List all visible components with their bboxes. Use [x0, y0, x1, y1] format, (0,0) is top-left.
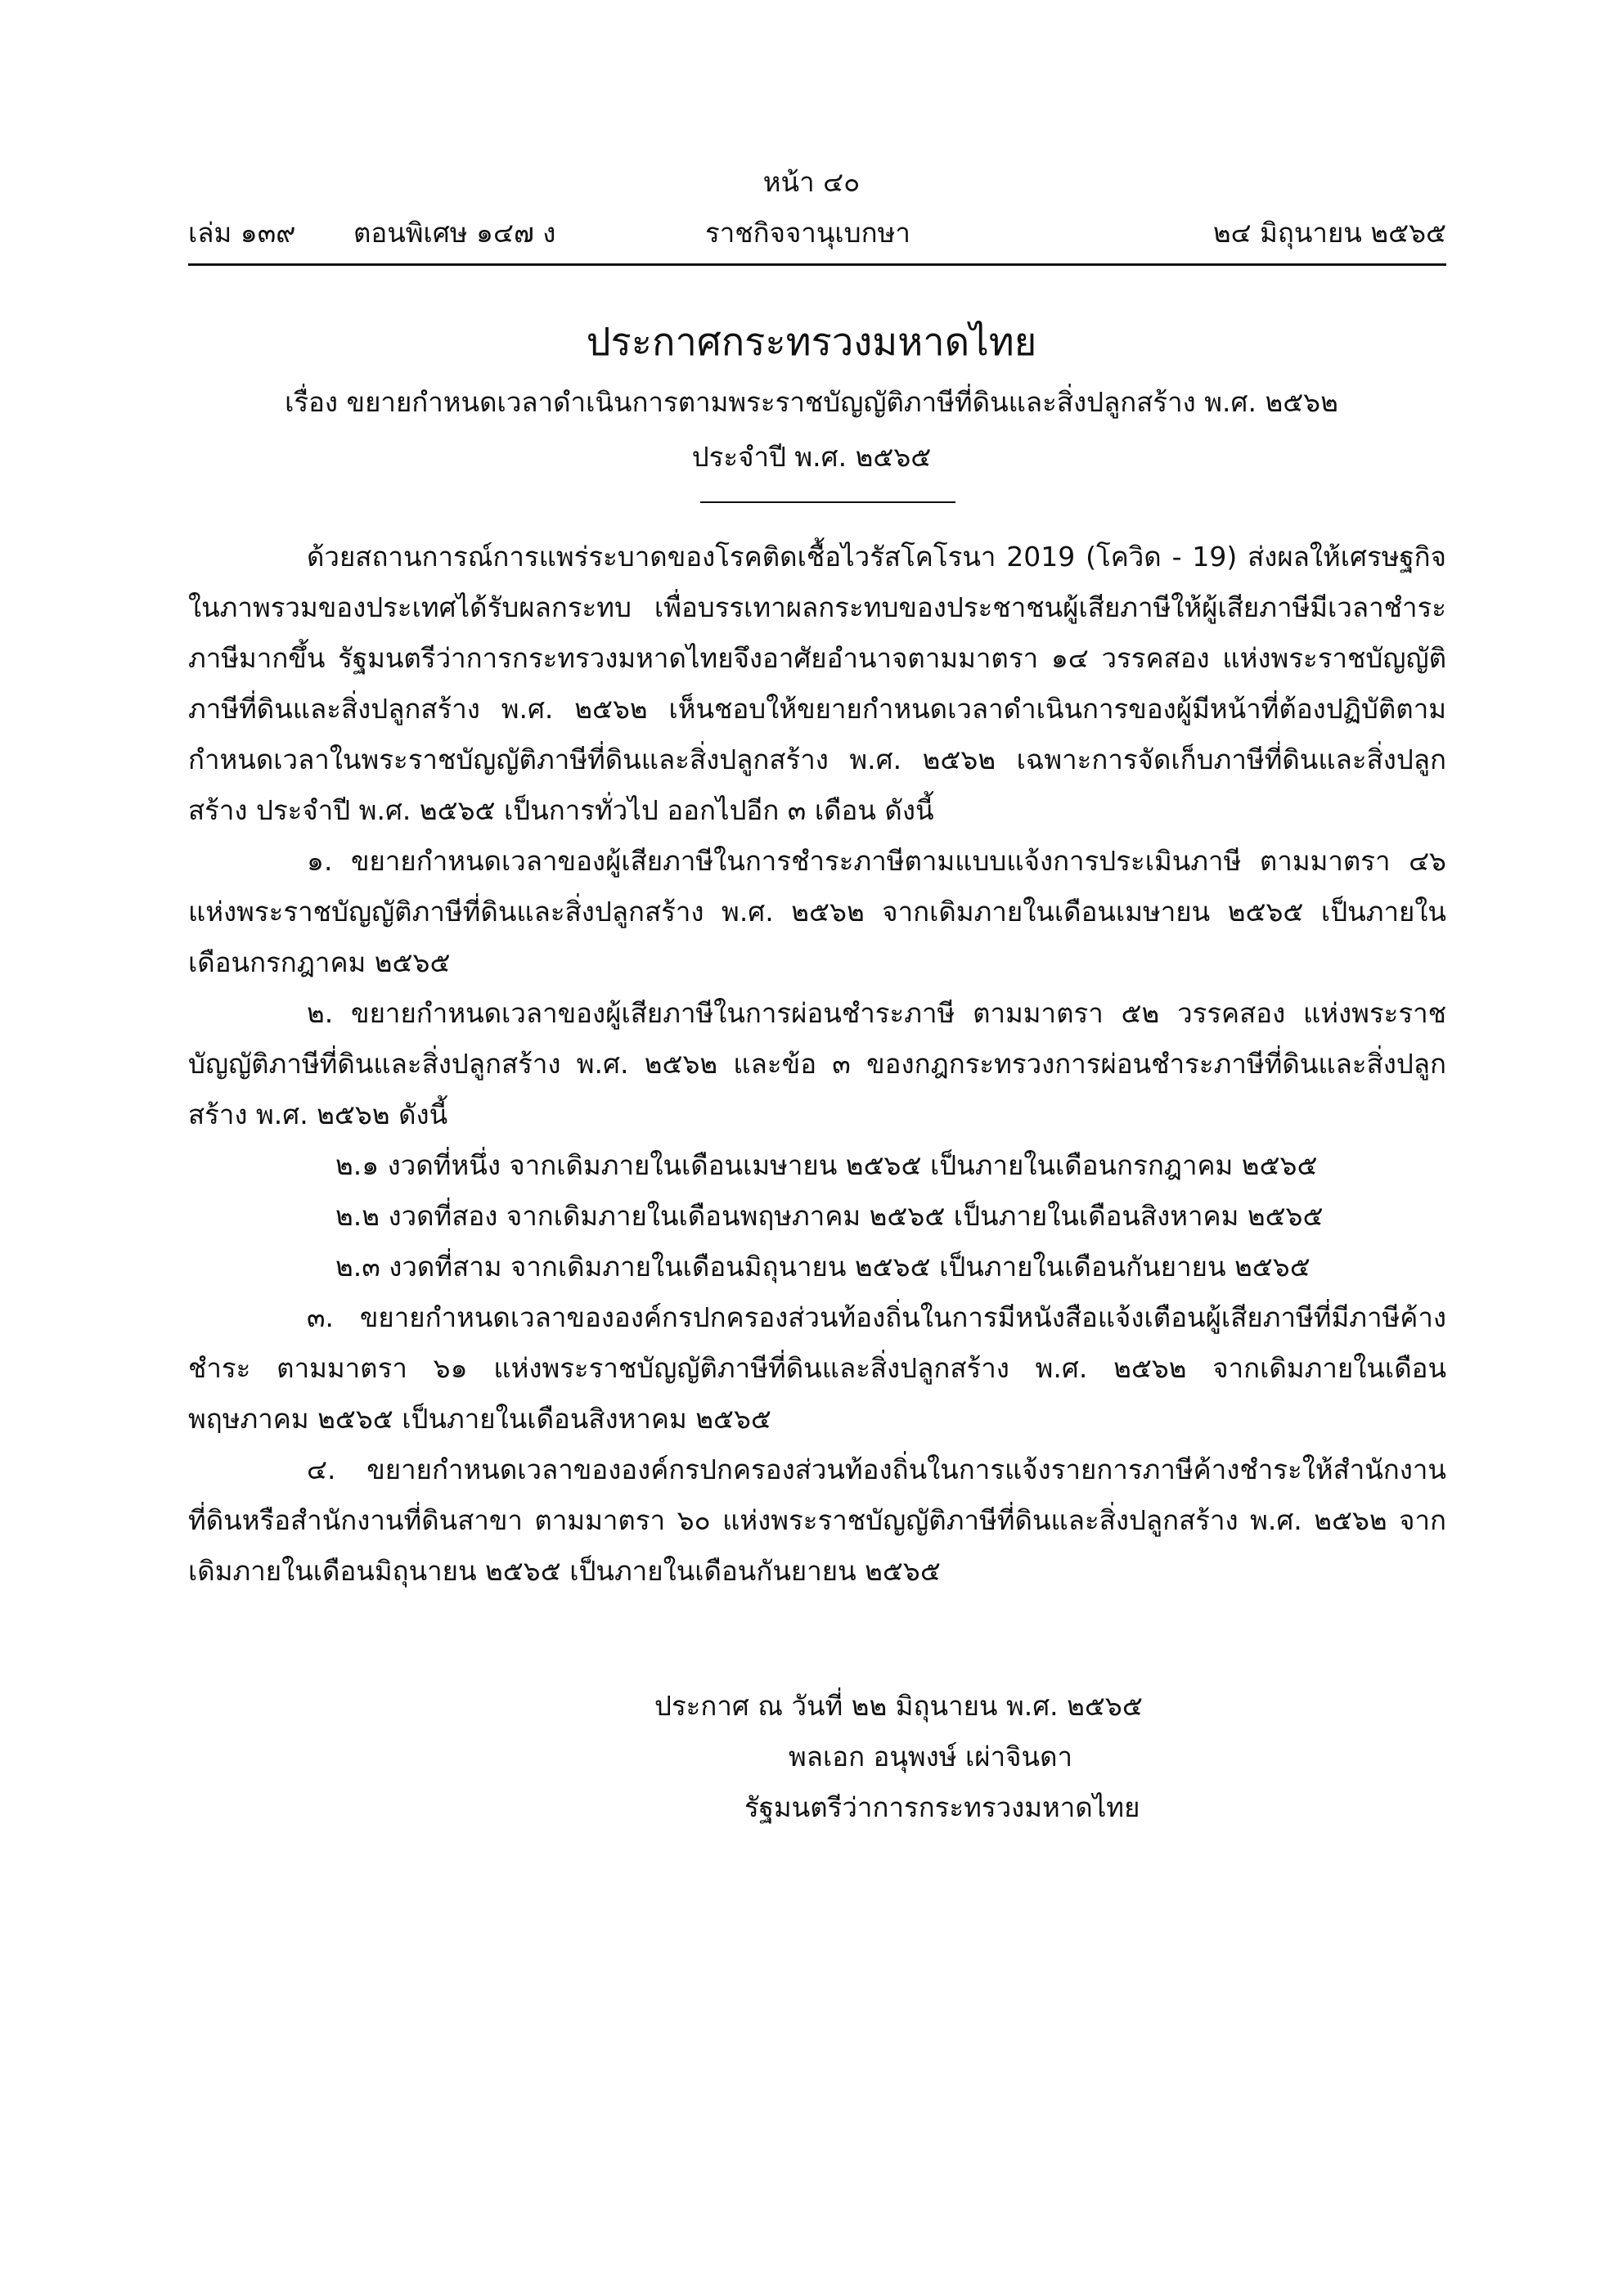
- intro-paragraph: ด้วยสถานการณ์การแพร่ระบาดของโรคติดเชื้อไวรัสโคโรนา 2019 (โควิด - 19) ส่งผลให้เศรษฐกิจในภาพรวมของประเทศได้รับผลกระทบ เพื่อบรรเทาผลกระทบของประชาชนผู้เสียภาษีให้ผู้เสียภาษีมีเวลาชำระภาษีมากขึ้น รัฐมนตรีว่าการกระทรวงมหาดไทยจึงอาศัยอำนาจตามมาตรา ๑๔ วรรคสอง แห่งพระราชบัญญัติภาษีที่ดินและสิ่งปลูกสร้าง พ.ศ. ๒๕๖๒ เห็นชอบให้ขยายกำหนดเวลาดำเนินการของผู้มีหน้าที่ต้องปฏิบัติตามกำหนดเวลาในพระราชบัญญัติภาษีที่ดินและสิ่งปลูกสร้าง พ.ศ. ๒๕๖๒ เฉพาะการจัดเก็บภาษีที่ดินและสิ่งปลูกสร้าง ประจำปี พ.ศ. ๒๕๖๕ เป็นการทั่วไป ออกไปอีก ๓ เดือน ดังนี้: [188, 541, 1446, 826]
- section-number: ตอนพิเศษ ๑๔๗ ง: [353, 217, 556, 249]
- clause-2-3: ๒.๓ งวดที่สาม จากเดิมภายในเดือนมิถุนายน ๒๕๖๕ เป็นภายในเดือนกันยายน ๒๕๖๕: [335, 1251, 1311, 1283]
- subject-line: เรื่อง ขยายกำหนดเวลาดำเนินการตามพระราชบัญญัติภาษีที่ดินและสิ่งปลูกสร้าง พ.ศ. ๒๕๖๒: [285, 386, 1338, 418]
- clause-2-2: ๒.๒ งวดที่สอง จากเดิมภายในเดือนพฤษภาคม ๒๕๖๕ เป็นภายในเดือนสิงหาคม ๒๕๖๕: [335, 1200, 1324, 1232]
- clause-1: ๑. ขยายกำหนดเวลาของผู้เสียภาษีในการชำระภาษีตามแบบแจ้งการประเมินภาษี ตามมาตรา ๔๖ แห่งพระราชบัญญัติภาษีที่ดินและสิ่งปลูกสร้าง พ.ศ. ๒๕๖๒ จากเดิมภายในเดือนเมษายน ๒๕๖๕ เป็นภายในเดือนกรกฎาคม ๒๕๖๕: [188, 845, 1446, 978]
- title-underline: [700, 501, 955, 503]
- running-header: [188, 211, 1446, 260]
- announcement-title: ประกาศกระทรวงมหาดไทย: [586, 320, 1037, 365]
- gazette-name: ราชกิจจานุเบกษา: [705, 217, 910, 249]
- clause-4: ๔. ขยายกำหนดเวลาขององค์กรปกครองส่วนท้องถิ่นในการแจ้งรายการภาษีค้างชำระให้สำนักงานที่ดินหรือสำนักงานที่ดินสาขา ตามมาตรา ๖๐ แห่งพระราชบัญญัติภาษีที่ดินและสิ่งปลูกสร้าง พ.ศ. ๒๕๖๒ จากเดิมภายในเดือนมิถุนายน ๒๕๖๕ เป็นภายในเดือนกันยายน ๒๕๖๕: [188, 1454, 1446, 1587]
- clause-2-1: ๒.๑ งวดที่หนึ่ง จากเดิมภายในเดือนเมษายน ๒๕๖๕ เป็นภายในเดือนกรกฎาคม ๒๕๖๕: [335, 1149, 1318, 1181]
- subject-year-line: ประจำปี พ.ศ. ๒๕๖๕: [691, 441, 932, 473]
- clause-3: ๓. ขยายกำหนดเวลาขององค์กรปกครองส่วนท้องถิ่นในการมีหนังสือแจ้งเตือนผู้เสียภาษีที่มีภาษีค้างชำระ ตามมาตรา ๖๑ แห่งพระราชบัญญัติภาษีที่ดินและสิ่งปลูกสร้าง พ.ศ. ๒๕๖๒ จากเดิมภายในเดือนพฤษภาคม ๒๕๖๕ เป็นภายในเดือนสิงหาคม ๒๕๖๕: [188, 1301, 1446, 1435]
- signatory-name: พลเอก อนุพงษ์ เผ่าจินดา: [789, 1741, 1073, 1773]
- page-number: หน้า ๔๐: [762, 166, 861, 198]
- announcement-date: ประกาศ ณ วันที่ ๒๒ มิถุนายน พ.ศ. ๒๕๖๕: [654, 1690, 1143, 1722]
- announcement-body: [188, 532, 1446, 1597]
- publication-date: ๒๔ มิถุนายน ๒๕๖๕: [1212, 217, 1446, 249]
- header-divider: [188, 263, 1446, 266]
- signatory-position: รัฐมนตรีว่าการกระทรวงมหาดไทย: [744, 1791, 1140, 1823]
- volume-number: เล่ม ๑๓๙: [188, 217, 296, 249]
- clause-2: ๒. ขยายกำหนดเวลาของผู้เสียภาษีในการผ่อนชำระภาษี ตามมาตรา ๕๒ วรรคสอง แห่งพระราชบัญญัติภาษีที่ดินและสิ่งปลูกสร้าง พ.ศ. ๒๕๖๒ และข้อ ๓ ของกฎกระทรวงการผ่อนชำระภาษีที่ดินและสิ่งปลูกสร้าง พ.ศ. ๒๕๖๒ ดังนี้: [188, 997, 1446, 1130]
